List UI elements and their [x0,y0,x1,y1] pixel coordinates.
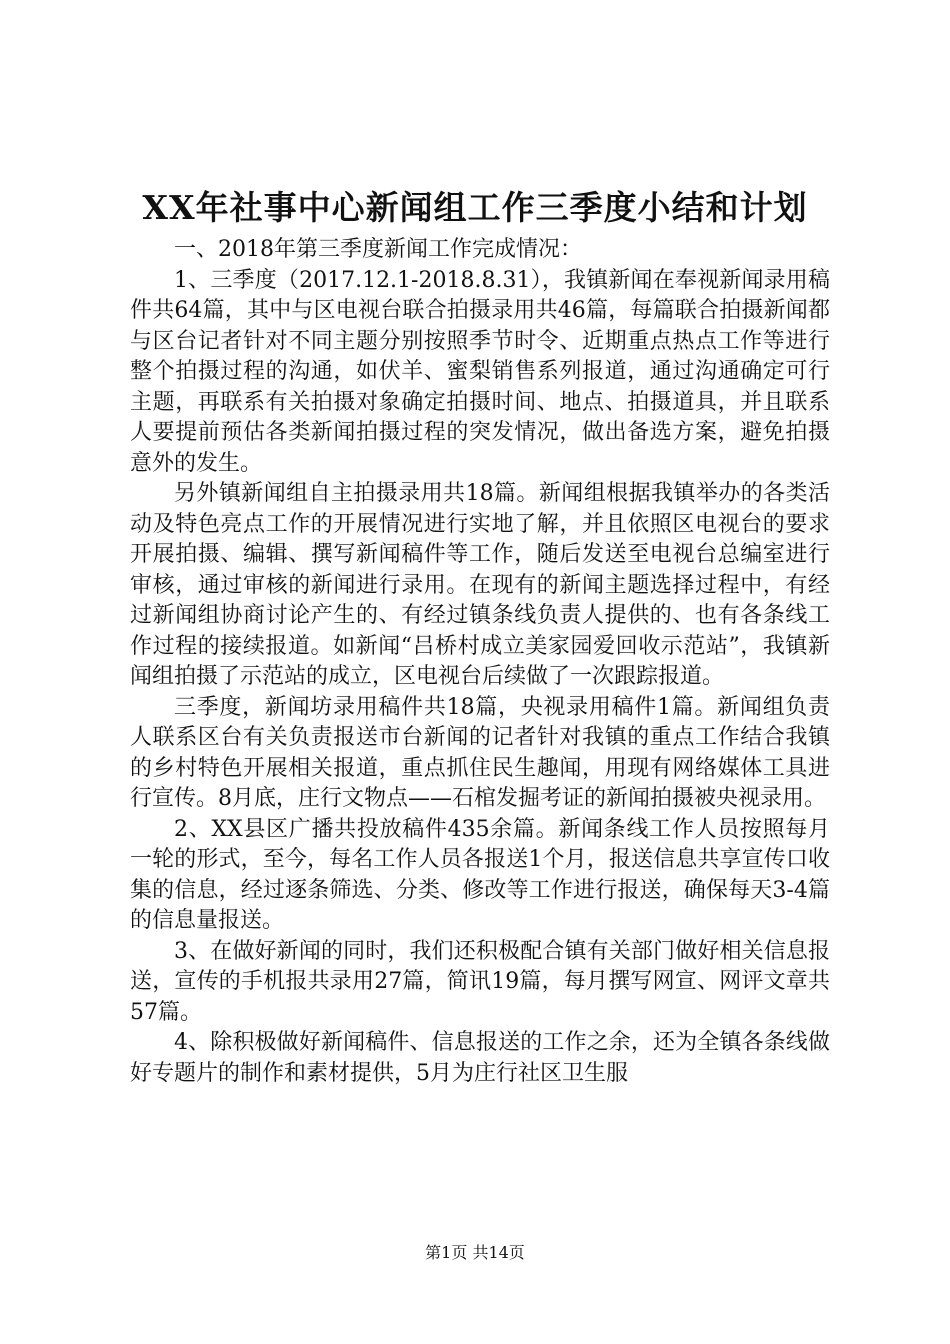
document-body [130,235,830,1089]
paragraph-item-2: 2、XX县区广播共投放稿件435余篇。新闻条线工作人员按照每月一轮的形式，至今，每名工作人员各报送1个月，报送信息共享宣传口收集的信息，经过逐条筛选、分类、修改等工作进行报送，确保每天3-4篇的信息量报送。 [130,816,830,933]
paragraph-item-1: 1、三季度（2017.12.1-2018.8.31），我镇新闻在奉视新闻录用稿件共64篇，其中与区电视台联合拍摄录用共46篇，每篇联合拍摄新闻都与区台记者针对不同主题分别按照季节时令、近期重点热点工作等进行整个拍摄过程的沟通，如伏羊、蜜梨销售系列报道，通过沟通确定可行主题，再联系有关拍摄对象确定拍摄时间、地点、拍摄道具，并且联系人要提前预估各类新闻拍摄过程的突发情况，做出备选方案，避免拍摄意外的发生。 [130,267,830,476]
paragraph-self-shot-news: 另外镇新闻组自主拍摄录用共18篇。新闻组根据我镇举办的各类活动及特色亮点工作的开展情况进行实地了解，并且依照区电视台的要求开展拍摄、编辑、撰写新闻稿件等工作，随后发送至电视台总编室进行审核，通过审核的新闻进行录用。在现有的新闻主题选择过程中，有经过新闻组协商讨论产生的、有经过镇条线负责人提供的、也有各条线工作过程的接续报道。如新闻“吕桥村成立美家园爱回收示范站”，我镇新闻组拍摄了示范站的成立，区电视台后续做了一次跟踪报道。 [130,481,830,689]
paragraph-news-square: 三季度，新闻坊录用稿件共18篇，央视录用稿件1篇。新闻组负责人联系区台有关负责报送市台新闻的记者针对我镇的重点工作结合我镇的乡村特色开展相关报道，重点抓住民生趣闻，用现有网络媒体工具进行宣传。8月底，庄行文物点——石棺发掘考证的新闻拍摄被央视录用。 [130,694,830,811]
document-title: XX年社事中心新闻组工作三季度小结和计划 [142,188,808,227]
paragraph-section-heading: 一、2018年第三季度新闻工作完成情况： [174,237,582,262]
page-footer: 第1页 共14页 [425,1243,525,1262]
paragraph-item-3: 3、在做好新闻的同时，我们还积极配合镇有关部门做好相关信息报送，宣传的手机报共录用27篇，简讯19篇，每月撰写网宣、网评文章共57篇。 [130,938,830,1025]
paragraph-item-4: 4、除积极做好新闻稿件、信息报送的工作之余，还为全镇各条线做好专题片的制作和素材提供，5月为庄行社区卫生服 [130,1030,830,1086]
